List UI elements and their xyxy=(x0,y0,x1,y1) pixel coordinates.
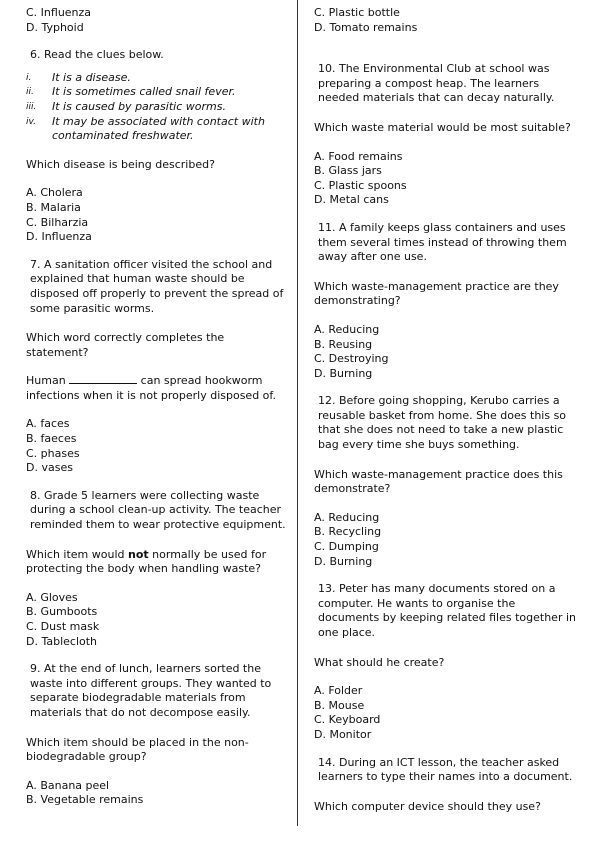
clue-text: It is sometimes called snail fever. xyxy=(52,85,236,99)
option-list xyxy=(26,779,288,808)
answer-blank xyxy=(69,374,137,384)
option: A. Reducing xyxy=(314,510,380,524)
option: D. vases xyxy=(26,461,73,475)
option: C. Plastic spoons xyxy=(314,178,407,192)
option: C. Dumping xyxy=(314,540,379,554)
option: D. Tablecloth xyxy=(26,634,98,648)
question-8 xyxy=(26,489,288,649)
option: D. Burning xyxy=(314,554,373,568)
question-14 xyxy=(314,756,576,815)
q9-remaining-options xyxy=(314,6,576,35)
clue-text: It may be associated with contact with contaminated freshwater. xyxy=(52,114,265,143)
question-text: 12. Before going shopping, Kerubo carries a reusable basket from home. She does this so that she does not need to take a new plastic bag every time she buys something. xyxy=(318,394,567,452)
clue-text: It is caused by parasitic worms. xyxy=(52,99,226,113)
clue-item xyxy=(26,100,288,115)
option: D. Influenza xyxy=(26,230,92,244)
option: B. Recycling xyxy=(314,525,382,539)
option-list xyxy=(314,684,576,742)
right-column xyxy=(314,6,576,828)
option: C. Plastic bottle xyxy=(314,6,400,19)
option: B. faeces xyxy=(26,432,77,446)
option: A. Cholera xyxy=(26,186,83,200)
clue-list xyxy=(26,71,288,144)
question-stem: Which computer device should they use? xyxy=(314,799,541,813)
option: D. Tomato remains xyxy=(314,20,418,34)
option-list xyxy=(314,150,576,208)
question-stem: Which waste-management practice does this demonstrate? xyxy=(314,467,563,496)
option: B. Vegetable remains xyxy=(26,793,144,807)
option-list xyxy=(26,186,288,244)
option: B. Malaria xyxy=(26,200,81,214)
option: D. Burning xyxy=(314,366,373,380)
question-stem: Which waste-management practice are they demonstrating? xyxy=(314,279,559,308)
question-10 xyxy=(314,62,576,208)
clue-number: ii. xyxy=(26,87,34,98)
option: D. Typhoid xyxy=(26,20,84,34)
option: A. Gloves xyxy=(26,590,78,604)
question-6 xyxy=(26,48,288,245)
sentence-end: can spread hookworm infections when it is not properly disposed of. xyxy=(26,374,276,402)
clue-item xyxy=(26,115,288,144)
clue-text: It is a disease. xyxy=(52,70,131,84)
option: A. Reducing xyxy=(314,322,380,336)
question-text: 6. Read the clues below. xyxy=(30,48,164,62)
clue-number: iii. xyxy=(26,101,37,112)
option: A. faces xyxy=(26,417,70,431)
clue-number: i. xyxy=(26,72,32,83)
question-stem xyxy=(26,548,288,577)
question-stem: Which item should be placed in the non-biodegradable group? xyxy=(26,735,249,764)
question-text: 9. At the end of lunch, learners sorted the waste into different groups. They wanted to separate biodegradable materials from materials that do not decompose easily. xyxy=(30,662,272,719)
option: B. Gumboots xyxy=(26,605,98,619)
question-text: 8. Grade 5 learners were collecting waste during a school clean-up activity. The teacher reminded them to wear protective equipment. xyxy=(30,488,286,532)
stem-emphasis: not xyxy=(128,547,149,561)
option-list xyxy=(26,591,288,649)
clue-item xyxy=(26,71,288,86)
option: D. Metal cans xyxy=(314,193,389,207)
option: C. Destroying xyxy=(314,352,389,366)
option: D. Monitor xyxy=(314,727,372,741)
fill-in-sentence xyxy=(26,374,288,403)
option: A. Food remains xyxy=(314,149,403,163)
question-text: 10. The Environmental Club at school was preparing a compost heap. The learners needed materials that can decay naturally. xyxy=(318,62,555,105)
option-list xyxy=(314,511,576,569)
option: C. Bilharzia xyxy=(26,215,89,229)
option-list xyxy=(314,323,576,381)
stem-part: Which item would xyxy=(26,547,125,561)
question-12 xyxy=(314,394,576,569)
option-list xyxy=(26,417,288,475)
question-text: 14. During an ICT lesson, the teacher asked learners to type their names into a document. xyxy=(318,755,573,784)
question-stem: Which word correctly completes the statement? xyxy=(26,331,225,359)
sentence-start: Human xyxy=(26,374,66,388)
option: C. Dust mask xyxy=(26,620,100,633)
option: B. Mouse xyxy=(314,698,365,712)
question-stem: What should he create? xyxy=(314,655,445,669)
question-text: 7. A sanitation officer visited the school and explained that human waste should be disposed off properly to prevent the spread of some parasitic worms. xyxy=(30,257,284,315)
question-stem: Which waste material would be most suitable? xyxy=(314,120,571,134)
option: A. Folder xyxy=(314,684,363,698)
question-11 xyxy=(314,221,576,381)
option: C. Keyboard xyxy=(314,713,381,727)
q5-remaining-options xyxy=(26,6,288,35)
question-stem: Which disease is being described? xyxy=(26,157,215,171)
option: B. Glass jars xyxy=(314,164,382,178)
question-7 xyxy=(26,258,288,476)
option: C. phases xyxy=(26,446,80,460)
clue-item xyxy=(26,85,288,100)
option: A. Banana peel xyxy=(26,778,110,792)
question-9 xyxy=(26,662,288,808)
question-text: 11. A family keeps glass containers and uses them several times instead of throwing them away after one use. xyxy=(318,220,567,264)
column-divider xyxy=(297,0,298,826)
option: B. Reusing xyxy=(314,337,373,351)
option: C. Influenza xyxy=(26,6,92,19)
clue-number: iv. xyxy=(26,116,36,127)
question-13 xyxy=(314,582,576,742)
left-column xyxy=(26,6,288,821)
question-text: 13. Peter has many documents stored on a computer. He wants to organise the documents by keeping related files together in one place. xyxy=(318,582,576,639)
stem-part: normally be used for protecting the body when handling waste? xyxy=(26,547,267,576)
